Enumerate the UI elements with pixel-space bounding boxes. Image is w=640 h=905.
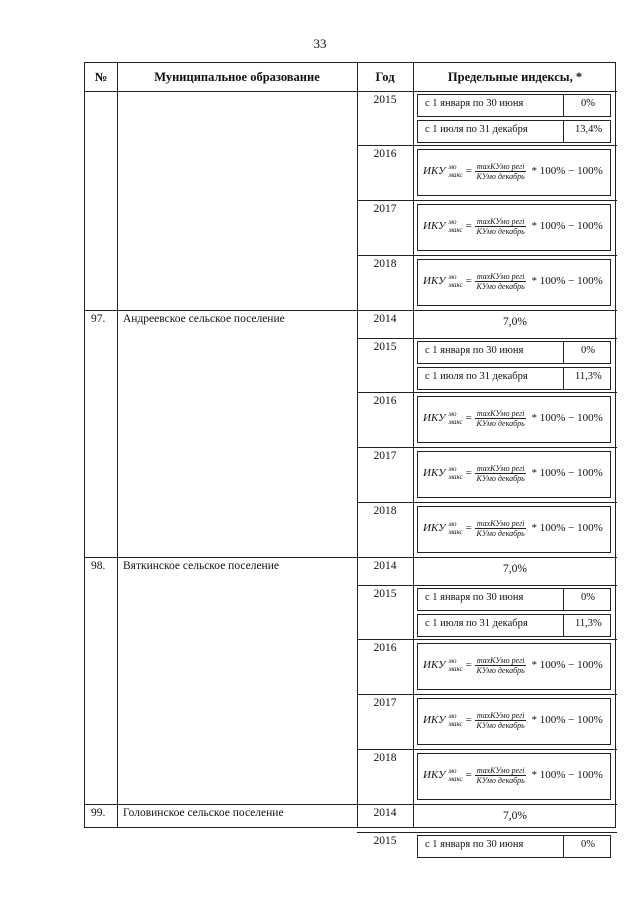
row-divider xyxy=(85,91,617,92)
municipality-name: Головинское сельское поселение xyxy=(123,807,284,819)
formula-tail: * 100% − 100% xyxy=(531,412,603,424)
formula-fraction: $\frac{\text{maxKУмо peгi}}{\text{KУмо декабрь}}$ xyxy=(476,408,525,428)
year-cell: 2016 xyxy=(373,642,397,654)
formula-equals: = xyxy=(465,275,472,287)
formula-ikumax xyxy=(423,711,603,730)
column-divider xyxy=(413,63,414,827)
formula-lhs: ИКУ xyxy=(423,165,446,177)
formula-ikumax xyxy=(423,409,603,428)
period-label: с 1 июля по 31 декабря xyxy=(425,618,528,629)
formula-fraction: $\frac{\text{maxKУмо peгi}}{\text{KУмо декабрь}}$ xyxy=(476,765,525,785)
period-value: 13,4% xyxy=(575,124,603,135)
formula-ikumax xyxy=(423,464,603,483)
formula-lhs-index: мо макс xyxy=(448,657,463,673)
formula-tail: * 100% − 100% xyxy=(531,467,603,479)
formula-fraction: $\frac{\text{maxKУмо peгi}}{\text{KУмо декабрь}}$ xyxy=(476,655,525,675)
index-value: 7,0% xyxy=(503,810,527,822)
row-number: 99. xyxy=(91,807,106,819)
formula-tail: * 100% − 100% xyxy=(531,714,603,726)
column-divider xyxy=(357,63,358,827)
formula-lhs: ИКУ xyxy=(423,412,446,424)
period-label: с 1 января по 30 июня xyxy=(425,592,524,603)
municipality-name: Андреевское сельское поселение xyxy=(123,313,285,325)
formula-ikumax xyxy=(423,766,603,785)
period-value: 0% xyxy=(581,592,595,603)
year-cell: 2018 xyxy=(373,752,397,764)
formula-equals: = xyxy=(465,659,472,671)
formula-fraction: $\frac{\text{maxKУмо peгi}}{\text{KУмо декабрь}}$ xyxy=(476,161,525,181)
row-divider xyxy=(357,338,617,339)
formula-ikumax xyxy=(423,162,603,181)
period-label: с 1 июля по 31 декабря xyxy=(425,371,528,382)
index-value: 7,0% xyxy=(503,316,527,328)
row-divider xyxy=(357,694,617,695)
year-cell: 2015 xyxy=(373,588,397,600)
formula-lhs-index: мо макс xyxy=(448,410,463,426)
formula-equals: = xyxy=(465,220,472,232)
year-cell: 2014 xyxy=(373,560,397,572)
period-divider xyxy=(563,588,564,611)
row-divider xyxy=(357,392,617,393)
formula-lhs-index: мо макс xyxy=(448,767,463,783)
formula-equals: = xyxy=(465,769,472,781)
formula-lhs: ИКУ xyxy=(423,467,446,479)
formula-equals: = xyxy=(465,412,472,424)
year-cell: 2018 xyxy=(373,258,397,270)
row-number: 98. xyxy=(91,560,106,572)
formula-tail: * 100% − 100% xyxy=(531,522,603,534)
formula-ikumax xyxy=(423,519,603,538)
formula-lhs-index: мо макс xyxy=(448,465,463,481)
formula-lhs: ИКУ xyxy=(423,714,446,726)
formula-equals: = xyxy=(465,522,472,534)
formula-ikumax xyxy=(423,217,603,236)
period-divider xyxy=(563,341,564,364)
column-divider xyxy=(117,63,118,827)
row-divider xyxy=(357,832,617,833)
year-cell: 2016 xyxy=(373,395,397,407)
formula-lhs: ИКУ xyxy=(423,769,446,781)
year-cell: 2017 xyxy=(373,450,397,462)
period-divider xyxy=(563,835,564,858)
formula-tail: * 100% − 100% xyxy=(531,220,603,232)
formula-lhs: ИКУ xyxy=(423,522,446,534)
row-divider xyxy=(357,639,617,640)
row-divider xyxy=(357,200,617,201)
formula-lhs: ИКУ xyxy=(423,220,446,232)
period-value: 11,3% xyxy=(575,618,602,629)
row-divider xyxy=(357,255,617,256)
index-value: 7,0% xyxy=(503,563,527,575)
row-divider xyxy=(85,557,617,558)
formula-tail: * 100% − 100% xyxy=(531,275,603,287)
formula-lhs-index: мо макс xyxy=(448,712,463,728)
formula-equals: = xyxy=(465,714,472,726)
formula-equals: = xyxy=(465,165,472,177)
formula-fraction: $\frac{\text{maxKУмо peгi}}{\text{KУмо декабрь}}$ xyxy=(476,710,525,730)
row-number: 97. xyxy=(91,313,106,325)
year-cell: 2015 xyxy=(373,341,397,353)
period-label: с 1 июля по 31 декабря xyxy=(425,124,528,135)
formula-tail: * 100% − 100% xyxy=(531,659,603,671)
header-number: № xyxy=(94,70,108,84)
municipality-name: Вяткинское сельское поселение xyxy=(123,560,279,572)
formula-ikumax xyxy=(423,272,603,291)
period-divider xyxy=(563,94,564,117)
period-divider xyxy=(563,614,564,637)
year-cell: 2016 xyxy=(373,148,397,160)
formula-equals: = xyxy=(465,467,472,479)
year-cell: 2017 xyxy=(373,697,397,709)
formula-tail: * 100% − 100% xyxy=(531,769,603,781)
period-divider xyxy=(563,120,564,143)
period-value: 11,3% xyxy=(575,371,602,382)
period-value: 0% xyxy=(581,345,595,356)
year-cell: 2015 xyxy=(373,94,397,106)
year-cell: 2018 xyxy=(373,505,397,517)
row-divider xyxy=(357,749,617,750)
row-divider xyxy=(357,585,617,586)
formula-fraction: $\frac{\text{maxKУмо peгi}}{\text{KУмо декабрь}}$ xyxy=(476,518,525,538)
row-divider xyxy=(85,310,617,311)
year-cell: 2014 xyxy=(373,807,397,819)
formula-lhs-index: мо макс xyxy=(448,163,463,179)
formula-lhs: ИКУ xyxy=(423,275,446,287)
formula-lhs-index: мо макс xyxy=(448,520,463,536)
limit-index-table xyxy=(84,62,616,850)
header-index: Предельные индексы, * xyxy=(447,70,583,84)
header-year: Год xyxy=(375,70,395,84)
formula-ikumax xyxy=(423,656,603,675)
formula-lhs-index: мо макс xyxy=(448,218,463,234)
row-divider xyxy=(357,447,617,448)
period-label: с 1 января по 30 июня xyxy=(425,839,524,850)
period-label: с 1 января по 30 июня xyxy=(425,98,524,109)
period-value: 0% xyxy=(581,839,595,850)
year-cell: 2015 xyxy=(373,835,397,847)
page-number: 33 xyxy=(313,36,327,51)
formula-fraction: $\frac{\text{maxKУмо peгi}}{\text{KУмо декабрь}}$ xyxy=(476,463,525,483)
formula-tail: * 100% − 100% xyxy=(531,165,603,177)
formula-fraction: $\frac{\text{maxKУмо peгi}}{\text{KУмо декабрь}}$ xyxy=(476,271,525,291)
header-municipality: Муниципальное образование xyxy=(154,70,320,84)
row-divider xyxy=(357,145,617,146)
formula-fraction: $\frac{\text{maxKУмо peгi}}{\text{KУмо декабрь}}$ xyxy=(476,216,525,236)
period-value: 0% xyxy=(581,98,595,109)
formula-lhs-index: мо макс xyxy=(448,273,463,289)
row-divider xyxy=(85,804,617,805)
year-cell: 2017 xyxy=(373,203,397,215)
period-divider xyxy=(563,367,564,390)
formula-lhs: ИКУ xyxy=(423,659,446,671)
period-label: с 1 января по 30 июня xyxy=(425,345,524,356)
year-cell: 2014 xyxy=(373,313,397,325)
row-divider xyxy=(357,502,617,503)
